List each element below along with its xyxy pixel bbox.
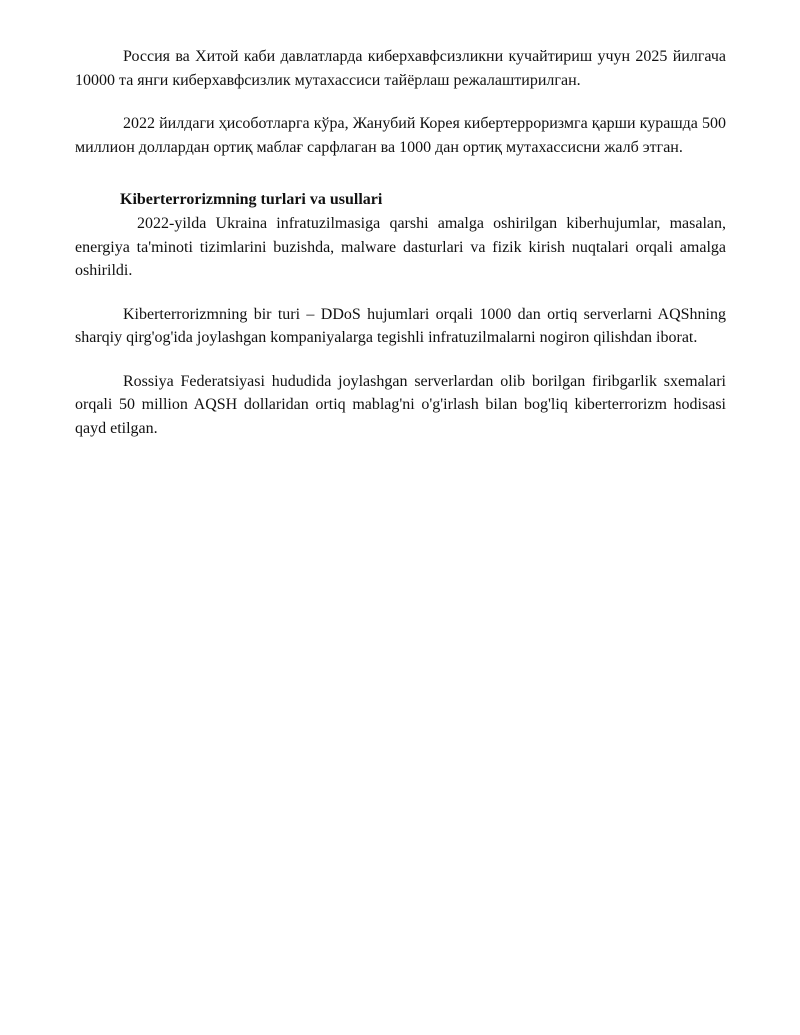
paragraph-fraud: Rossiya Federatsiyasi hududida joylashgan serverlardan olib borilgan firibgarlik sxemalari orqali 50 million AQSH dollaridan ortiq mablag'ni o'g'irlash bilan bog'liq kiberterrorizm hodisasi qayd etilgan. [75, 372, 726, 437]
paragraph-ddos: Kiberterrorizmning bir turi – DDoS hujumlari orqali 1000 dan ortiq serverlarni AQShning sharqiy qirg'og'ida joylashgan kompaniyalarga tegishli infratuzilmalarni nogiron qilishdan iborat. [75, 305, 726, 346]
paragraph-russia-china: Россия ва Хитой каби давлатларда киберхавфсизликни кучайтириш учун 2025 йилгача 10000 та янги киберхавфсизлик мутахассиси тайёрлаш режалаштирилган. [75, 48, 726, 89]
paragraph-ukraine: 2022-yilda Ukraina infratuzilmasiga qarshi amalga oshirilgan kiberhujumlar, masalan, energiya ta'minoti tizimlarini buzishda, malware dasturlari va fizik kirish nuqtalari orqali amalga oshirildi. [75, 215, 726, 279]
section-heading: Kiberterrorizmning turlari va usullari [120, 191, 383, 208]
document-body [75, 45, 726, 440]
paragraph-south-korea: 2022 йилдаги ҳисоботларга кўра, Жанубий Корея кибертерроризмга қарши курашда 500 миллион доллардан ортиқ маблағ сарфлаган ва 1000 дан ортиқ мутахассисни жалб этган. [75, 115, 726, 156]
